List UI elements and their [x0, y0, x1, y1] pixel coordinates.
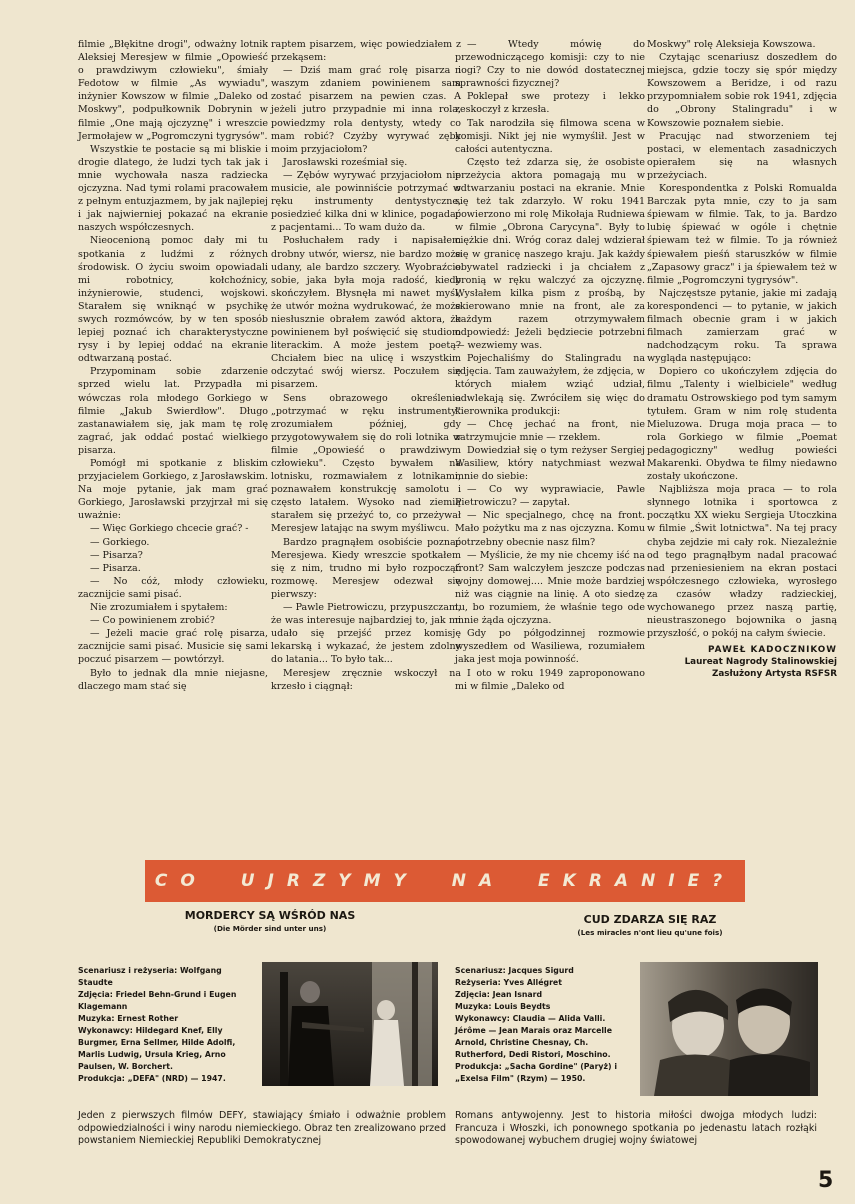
author-title-2: Zasłużony Artysta RSFSR	[711, 669, 837, 680]
film-1-description: Jeden z pierwszych filmów DEFY, stawiający śmiało i odważnie problem odpowiedzialności i winy narodu niemieckiego. Obraz ten zrealizowano przed powstaniem Niemieckiej Republiki Demokratycznej	[78, 1110, 446, 1147]
article-paragraph: Było to jednak dla mnie niejasne, dlaczego mam stać się	[78, 667, 268, 692]
article-paragraph: — Co powinienem zrobić?	[90, 615, 215, 627]
film-1-still-photo	[262, 962, 438, 1086]
article-paragraph: — Myślicie, że my nie chcemy iść na front? Sam walczyłem jeszcze podczas wojny domowej.... Mnie może bardziej niż was ciągnie na linię. A oto siedzę tu, bo rozumiem, że właśnie tego ode mnie żąda ojczyzna.	[455, 549, 645, 627]
article-paragraph: Posłuchałem rady i napisałem drobny utwór, wiersz, nie bardzo może udany, ale bardzo szczery. Wyobraźcie sobie, jaka była moja radość, kiedy skończyłem. Błysnęła mi nawet myśl, że utwór można wydrukować, że może niesłusznie obrałem zawód aktora, że powinienem był poświęcić się studiom literackim. A może jestem poetą? Chciałem biec na ulicę i wszystkim odczytać swój wiersz. Poczułem się pisarzem.	[271, 235, 461, 391]
author-title-1: Laureat Nagrody Stalinowskiej	[684, 657, 837, 668]
article-paragraph: Dowiedział się o tym reżyser Sergiej Wasiliew, który natychmiast wezwał mnie do siebie:	[455, 444, 645, 483]
article-paragraph: Nieocenioną pomoc dały mi tu spotkania z ludźmi z różnych środowisk. O życiu swoim opowiadali mi robotnicy, kołchoźnicy, inżynierowie, studenci, wojskowi. Starałem się wniknąć w psychikę swych rozmówców, by w ten sposób lepiej poznać ich charakterystyczne rysy i by lepiej oddać na ekranie odtwarzaną postać.	[78, 235, 268, 365]
article-paragraph: — Gorkiego.	[90, 536, 150, 548]
article-paragraph: Sens obrazowego określenia „potrzymać w ręku instrumenty" zrozumiałem później, gdy przygotowywałem się do roli lotnika w filmie „Opowieść o prawdziwym człowieku". Często bywałem na lotnisku, rozmawiałem z lotnikami, poznawałem konstrukcję samolotu i często latałem. Wysoko nad ziemią starałem się przeżyć to, co przeżywał Meresjew latając na swym myśliwcu.	[271, 392, 461, 535]
page-number: 5	[818, 1168, 834, 1193]
film-2-still-image-icon	[640, 962, 818, 1096]
article-paragraph: — Pisarza.	[90, 562, 141, 574]
film-2-original-title: (Les miracles n'ont lieu qu'une fois)	[577, 928, 723, 937]
article-paragraph: — Więc Gorkiego chcecie grać? -	[90, 523, 249, 535]
article-paragraph: — Co wy wyprawiacie, Pawle Pietrowiczu? — zapytał.	[455, 484, 645, 509]
article-paragraph: — No cóż, młody człowieku, zacznijcie sami pisać.	[78, 575, 268, 600]
article-paragraph: — Wtedy mówię do przewodniczącego komisji: czy to nie nogi? Czy to nie dowód dostatecznej sprawności fizycznej?	[455, 39, 645, 90]
film-credit-line: Produkcja: „Sacha Gordine" (Paryż) i „Exelsa Film" (Rzym) — 1950.	[455, 1062, 617, 1083]
film-credit-line: Zdjęcia: Jean Isnard	[455, 990, 543, 999]
article-paragraph: — Zębów wyrywać przyjaciołom nie musicie, ale powinniście potrzymać w ręku instrumenty dentystyczne, posiedzieć kilka dni w klinice, pogadać z pacjentami... To wam dużo da.	[271, 169, 461, 234]
article-paragraph: Przypominam sobie zdarzenie sprzed wielu lat. Przypadła mi wówczas rola młodego Gorkiego w filmie „Jakub Swierdłow". Długo zastanawiałem się, jak mam tę rolę zagrać, jak oddać postać wielkiego pisarza.	[78, 366, 268, 456]
film-credit-line: Muzyka: Louis Beydts	[455, 1002, 551, 1011]
section-banner	[145, 860, 745, 902]
article-paragraph: Czytając scenariusz doszedłem do miejsca, gdzie toczy się spór między Kowszowem a Beridze, i od razu przypomniałem sobie rok 1941, zdjęcia do „Obrony Stalingradu" i w Kowszowie poznałem siebie.	[647, 52, 837, 129]
film-1-original-title: (Die Mörder sind unter uns)	[213, 924, 327, 933]
film-2-description: Romans antywojenny. Jest to historia miłości dwojga młodych ludzi: Francuza i Włoszki, ich ponownego spotkania po jedenastu latach rozłąki spowodowanej wybuchem drugiej wojny światowej	[455, 1110, 817, 1147]
article-paragraph: Poklepał swe protezy i lekko zeskoczył z krzesła.	[455, 91, 645, 116]
article-paragraph: filmie „Błękitne drogi", odważny lotnik Aleksiej Meresjew w filmie „Opowieść o prawdziwym człowieku", śmiały Fedotow w filmie „As wywiadu", inżynier Kowszow w filmie „Daleko od Moskwy", podpułkownik Dobrynin w filmie „One mają ojczyznę" i wreszcie Jermołajew w „Pogromczyni tygrysów".	[78, 39, 268, 142]
article-column-3	[455, 38, 645, 693]
article-column-2	[271, 38, 461, 693]
film-1-credits	[78, 965, 258, 1085]
article-paragraph: Pojechaliśmy do Stalingradu na zdjęcia. Tam zauważyłem, że zdjęcia, w których miałem wziąć udział, odwlekają się. Zwróciłem się więc do kierownika produkcji:	[455, 353, 645, 417]
film-credit-line: Muzyka: Ernest Rother	[78, 1014, 179, 1023]
article-paragraph: Tak narodziła się filmowa scena w komisji. Nikt jej nie wymyślił. Jest w całości autentyczna.	[455, 117, 645, 155]
article-paragraph: Korespondentka z Polski Romualda Barczak pyta mnie, czy to ja sam śpiewam w filmie. Tak, to ja. Bardzo lubię śpiewać w ogóle i chętnie śpiewam też w filmie. To ja również śpiewałem pieśń staruszków w filmie „Zapasowy gracz" i ja śpiewałem też w filmie „Pogromczyni tygrysów".	[647, 183, 837, 286]
article-paragraph: — Nic specjalnego, chcę na front. Mało pożytku ma z nas ojczyzna. Komu potrzebny obecnie nasz film?	[455, 510, 645, 548]
article-paragraph: — Dziś mam grać rolę pisarza i waszym zdaniem powinienem sam zostać pisarzem na pewien czas. A jeżeli jutro przypadnie mi inna rola, powiedzmy rola dentysty, wtedy co mam robić? Czyżby wyrywać zęby moim przyjaciołom?	[271, 65, 461, 155]
film-2-title: CUD ZDARZA SIĘ RAZ	[583, 913, 717, 926]
article-paragraph: raptem pisarzem, więc powiedziałem z przekąsem:	[271, 39, 461, 64]
article-paragraph: Nie zrozumiałem i spytałem:	[90, 602, 228, 614]
film-2-credits	[455, 965, 637, 1085]
film-1-title: MORDERCY SĄ WŚRÓD NAS	[184, 909, 356, 922]
film-credit-line: Reżyseria: Yves Allégret	[455, 978, 562, 987]
author-name: PAWEŁ KADOCZNIKOW	[708, 645, 837, 656]
film-credit-line: Zdjęcia: Friedel Behn-Grund i Eugen Klagemann	[78, 990, 237, 1011]
article-paragraph: Moskwy" rolę Aleksieja Kowszowa.	[647, 39, 816, 50]
film-1-still-image-icon	[262, 962, 438, 1086]
article-column-4	[647, 38, 837, 680]
article-paragraph: — Jeżeli macie grać rolę pisarza, zacznijcie sami pisać. Musicie się sami poczuć pisarzem — powtórzył.	[78, 628, 268, 666]
article-paragraph: Jarosławski roześmiał się.	[283, 156, 408, 168]
film-credit-line: Wykonawcy: Hildegard Knef, Elly Burgmer, Erna Sellmer, Hilde Adolfi, Marlis Ludwig, Ursula Krieg, Arno Paulsen, W. Borchert.	[78, 1026, 236, 1071]
article-paragraph: Gdy po półgodzinnej rozmowie wyszedłem od Wasiliewa, rozumiałem jaka jest moja powinność.	[455, 628, 645, 666]
article-paragraph: Najczęstsze pytanie, jakie mi zadają korespondenci — to pytanie, w jakich filmach obecnie gram i w jakich filmach zamierzam grać w nadchodzącym roku. Ta sprawa wygląda następująco:	[647, 287, 837, 365]
article-paragraph: Bardzo pragnąłem osobiście poznać Meresjewa. Kiedy wreszcie spotkałem się z nim, trudno mi było rozpocząć rozmowę. Meresjew odezwał się pierwszy:	[271, 536, 461, 600]
article-paragraph: I oto w roku 1949 zaproponowano mi w filmie „Daleko od	[455, 667, 645, 692]
article-paragraph: Często też zdarza się, że osobiste przeżycia aktora pomagają mu w odtwarzaniu postaci na ekranie. Mnie się też tak zdarzyło. W roku 1941 powierzono mi rolę Mikołaja Rudniewa w filmie „Obrona Carycyna". Były to ciężkie dni. Wróg coraz dalej wdzierał się w granicę naszego kraju. Jak każdy obywatel radziecki i ja chciałem z bronią w ręku walczyć za ojczyznę. Wysłałem kilka pism z prośbą, by skierowano mnie na front, ale za każdym razem otrzymywałem odpowiedź: Jeżeli będziecie potrzebni — wezwiemy was.	[455, 156, 645, 352]
article-paragraph: Pomógł mi spotkanie z bliskim przyjacielem Gorkiego, z Jarosławskim. Na moje pytanie, jak mam grać Gorkiego, Jarosławski przyjrzał mi się uważnie:	[78, 458, 268, 522]
article-column-1	[78, 38, 268, 693]
article-paragraph: Najbliższa moja praca — to rola słynnego lotnika i sportowca z początku XX wieku Sergieja Utoczkina w filmie „Świt lotnictwa". Na tej pracy chyba zejdzie mi cały rok. Niezależnie od tego pragnąłbym nadal pracować nad przeniesieniem na ekran postaci współczesnego człowieka, wyrosłego za czasów władzy radzieckiej, wychowanego przez naszą partię, nieustraszonego bojownika o jasną przyszłość, o pokój na całym świecie.	[647, 484, 837, 640]
article-paragraph: Wszystkie te postacie są mi bliskie i drogie dlatego, że ludzi tych tak jak i mnie wychowała nasza radziecka ojczyzna. Nad tymi rolami pracowałem z pełnym entuzjazmem, by jak najlepiej i jak najwierniej pokazać na ekranie naszych współczesnych.	[78, 143, 268, 234]
article-paragraph: Dopiero co ukończyłem zdjęcia do filmu „Talenty i wielbiciele" według dramatu Ostrowskiego pod tym samym tytułem. Gram w nim rolę studenta Mieluzowa. Druga moja praca — to rola Gorkiego w filmie „Poemat pedagogiczny" według powieści Makarenki. Obydwa te filmy niedawno zostały ukończone.	[647, 366, 837, 483]
article-paragraph: Pracując nad stworzeniem tej postaci, w elementach zasadniczych opierałem się na własnych przeżyciach.	[647, 130, 837, 181]
film-credit-line: Scenariusz i reżyseria: Wolfgang Staudte	[78, 966, 222, 987]
film-credit-line: Produkcja: „DEFA" (NRD) — 1947.	[78, 1074, 226, 1083]
article-paragraph: — Pisarza?	[90, 549, 143, 561]
film-credit-line: Scenariusz: Jacques Sigurd	[455, 966, 574, 975]
film-credit-line: Wykonawcy: Claudia — Alida Valli. Jérôme — Jean Marais oraz Marcelle Arnold, Christine Chesnay, Ch. Rutherford, Dedi Ristori, Moschino.	[455, 1014, 613, 1059]
article-paragraph: — Pawle Pietrowiczu, przypuszczam, że was interesuje najbardziej to, jak mi udało się przejść przez komisję lekarską i wykazać, że jestem zdolny do latania... To było tak...	[271, 602, 461, 666]
film-2-still-photo	[640, 962, 818, 1096]
section-banner-text: CO UJRZYMY NA EKRANIE?	[154, 871, 736, 891]
article-paragraph: — Chcę jechać na front, nie zatrzymujcie mnie — rzekłem.	[455, 418, 645, 443]
article-paragraph: Meresjew zręcznie wskoczył na krzesło i ciągnął:	[271, 667, 461, 692]
